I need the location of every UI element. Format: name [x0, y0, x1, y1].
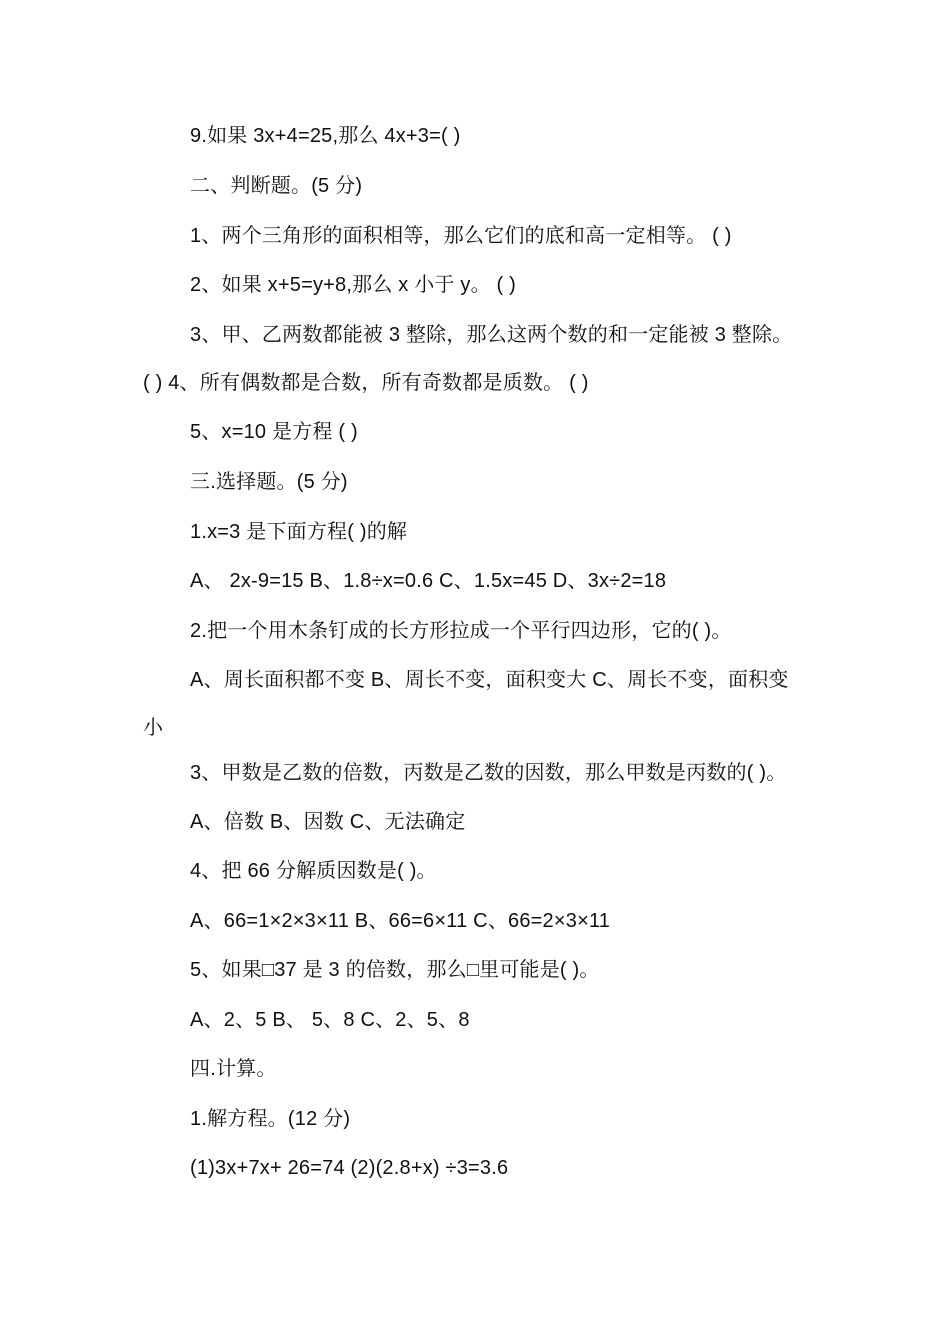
judge-question-3: 3、甲、乙两数都能被 3 整除，那么这两个数的和一定能被 3 整除。 [190, 324, 793, 346]
choice-question-4: 4、把 66 分解质因数是( )。 [190, 860, 437, 882]
choice-question-2-options: A、周长面积都不变 B、周长不变，面积变大 C、周长不变，面积变 [190, 669, 789, 691]
judge-question-5: 5、x=10 是方程 ( ) [190, 421, 358, 443]
choice-question-4-options: A、66=1×2×3×11 B、66=6×11 C、66=2×3×11 [190, 910, 611, 932]
judge-question-3-cont-4: ( ) 4、所有偶数都是合数，所有奇数都是质数。 ( ) [143, 372, 589, 394]
judge-question-1: 1、两个三角形的面积相等，那么它们的底和高一定相等。 ( ) [190, 225, 732, 247]
equations-line: (1)3x+7x+ 26=74 (2)(2.8+x) ÷3=3.6 [190, 1157, 509, 1179]
section-2-heading: 二、判断题。(5 分) [190, 175, 363, 197]
choice-question-1-options: A、 2x-9=15 B、1.8÷x=0.6 C、1.5x=45 D、3x÷2=18 [190, 570, 667, 592]
judge-question-2: 2、如果 x+5=y+8,那么 x 小于 y。 ( ) [190, 274, 517, 296]
section-4-heading: 四.计算。 [190, 1058, 277, 1080]
choice-question-2-options-cont: 小 [143, 717, 164, 739]
section-3-heading: 三.选择题。(5 分) [190, 471, 348, 493]
choice-question-2: 2.把一个用木条钉成的长方形拉成一个平行四边形，它的( )。 [190, 620, 732, 642]
choice-question-5: 5、如果□37 是 3 的倍数，那么□里可能是( )。 [190, 959, 600, 981]
choice-question-1: 1.x=3 是下面方程( )的解 [190, 521, 408, 543]
calc-part-1-heading: 1.解方程。(12 分) [190, 1108, 351, 1130]
question-9-line: 9.如果 3x+4=25,那么 4x+3=( ) [190, 125, 461, 147]
choice-question-3: 3、甲数是乙数的倍数，丙数是乙数的因数，那么甲数是丙数的( )。 [190, 762, 787, 784]
choice-question-5-options: A、2、5 B、 5、8 C、2、5、8 [190, 1009, 470, 1031]
choice-question-3-options: A、倍数 B、因数 C、无法确定 [190, 811, 466, 833]
